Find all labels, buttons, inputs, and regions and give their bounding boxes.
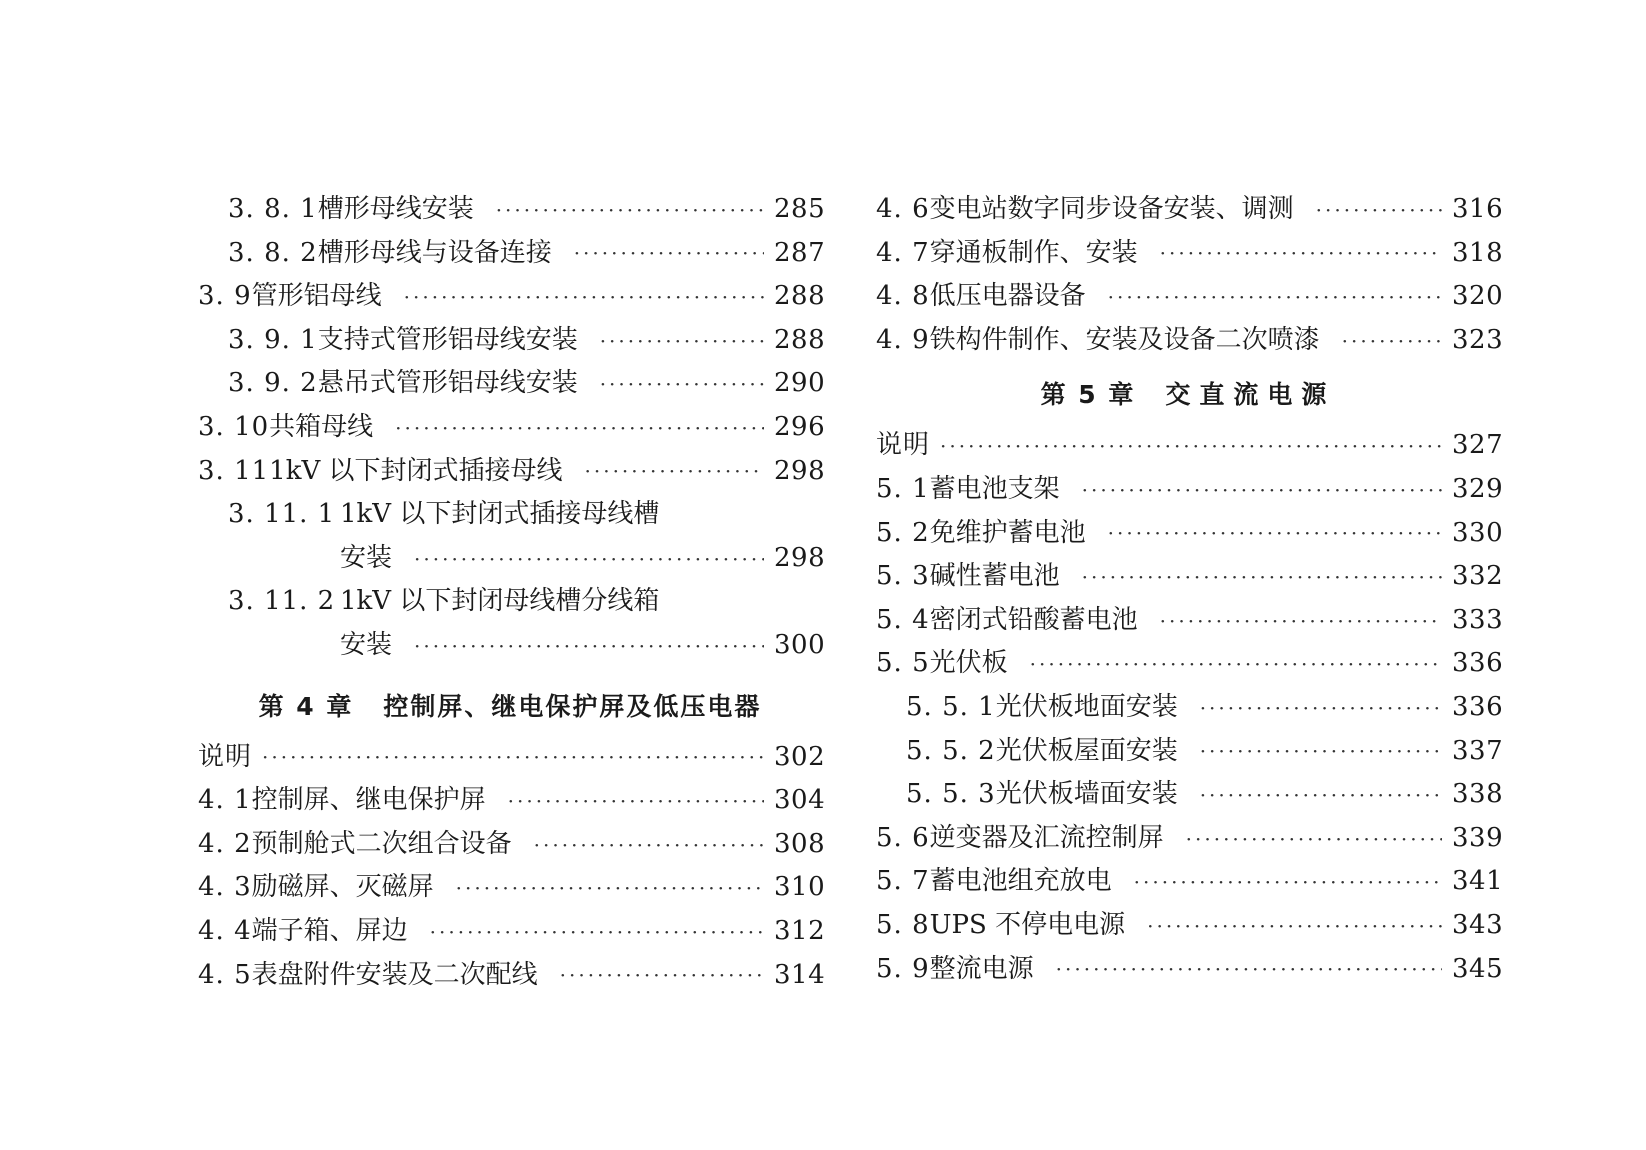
- dot-leader: [1200, 698, 1442, 718]
- entry-page: 290: [774, 368, 826, 399]
- dot-leader: [600, 331, 764, 351]
- entry-page: 333: [1452, 604, 1504, 635]
- dot-leader: [1342, 331, 1442, 351]
- entry-number: 3. 9: [198, 281, 252, 312]
- entry-title: 管形铝母线: [251, 281, 382, 312]
- entry-title: 光伏板墙面安装: [995, 779, 1178, 810]
- chapter-title: 交直流电源: [1165, 380, 1336, 410]
- entry-page: 332: [1452, 561, 1504, 592]
- chapter-heading[interactable]: [198, 674, 822, 736]
- entry-number: 3. 9. 2: [228, 368, 318, 399]
- dot-leader: [1108, 287, 1442, 307]
- entry-title: 槽形母线安装: [317, 194, 474, 224]
- toc-entry[interactable]: [198, 823, 826, 867]
- entry-title: 整流电源: [929, 953, 1034, 984]
- entry-title: 端子箱、屏边: [251, 915, 408, 946]
- dot-leader: [496, 200, 764, 220]
- entry-number: 说明: [876, 430, 931, 461]
- dot-leader: [508, 791, 764, 811]
- entry-number: 3. 11: [198, 455, 270, 486]
- chapter-number: 第 4 章: [258, 691, 354, 721]
- entry-title: 悬吊式管形铝母线安装: [317, 368, 578, 399]
- entry-page: 327: [1452, 430, 1504, 461]
- entry-title: 铁构件制作、安装及设备二次喷漆: [929, 324, 1320, 355]
- entry-title: 励磁屏、灭磁屏: [251, 872, 434, 903]
- dot-leader: [456, 878, 764, 898]
- entry-page: 285: [774, 194, 826, 224]
- entry-number: 5. 5. 3: [906, 779, 996, 810]
- entry-number: 5. 5. 2: [906, 735, 996, 766]
- dot-leader: [262, 747, 764, 767]
- entry-title: 槽形母线与设备连接: [317, 237, 552, 268]
- toc-entry[interactable]: [198, 493, 822, 537]
- entry-number: 说明: [198, 741, 253, 772]
- toc-entry[interactable]: [198, 232, 826, 276]
- toc-entry[interactable]: [876, 599, 1504, 643]
- dot-leader: [600, 374, 764, 394]
- entry-title: UPS 不停电电源: [929, 909, 1126, 940]
- dot-leader: [414, 636, 764, 656]
- entry-number: 4. 5: [198, 959, 252, 990]
- dot-leader: [1134, 872, 1442, 892]
- toc-entry[interactable]: [876, 512, 1504, 556]
- dot-leader: [1200, 785, 1442, 805]
- dot-leader: [404, 287, 764, 307]
- entry-page: 341: [1452, 866, 1504, 897]
- entry-page: 343: [1452, 909, 1504, 940]
- chapter-title: 控制屏、继电保护屏及低压电器: [383, 691, 762, 721]
- entry-page: 304: [774, 785, 826, 816]
- dot-leader: [574, 243, 764, 263]
- toc-entry[interactable]: [198, 406, 826, 450]
- entry-page: 336: [1452, 691, 1504, 722]
- toc-entry[interactable]: [876, 188, 1504, 232]
- toc-entry[interactable]: [876, 948, 1504, 992]
- toc-entry[interactable]: [876, 424, 1504, 468]
- entry-title: 光伏板地面安装: [995, 691, 1178, 722]
- entry-page: 300: [774, 629, 826, 660]
- dot-leader: [1056, 959, 1442, 979]
- entry-page: 323: [1452, 324, 1504, 355]
- entry-page: 330: [1452, 517, 1504, 548]
- entry-title: 穿通板制作、安装: [929, 237, 1138, 268]
- dot-leader: [1160, 611, 1442, 631]
- toc-entry[interactable]: [198, 319, 826, 363]
- toc-left-column: [198, 188, 826, 997]
- toc-entry[interactable]: [198, 736, 826, 780]
- entry-number: 3. 8. 1: [228, 194, 318, 224]
- entry-number: 5. 6: [876, 822, 930, 853]
- dot-leader: [940, 436, 1442, 456]
- entry-page: 296: [774, 411, 826, 442]
- entry-page: 314: [774, 959, 826, 990]
- entry-number: 5. 2: [876, 517, 930, 548]
- entry-number: 3. 9. 1: [228, 324, 318, 355]
- entry-number: 4. 8: [876, 281, 930, 312]
- entry-title: 控制屏、继电保护屏: [251, 785, 486, 816]
- toc-entry[interactable]: [876, 555, 1504, 599]
- dot-leader: [1147, 916, 1442, 936]
- toc-entry[interactable]: [198, 450, 826, 494]
- dot-leader: [1082, 567, 1442, 587]
- entry-page: 312: [774, 915, 826, 946]
- entry-number: 4. 1: [198, 785, 252, 816]
- entry-title: 碱性蓄电池: [929, 561, 1060, 592]
- dot-leader: [414, 549, 764, 569]
- entry-page: 345: [1452, 953, 1504, 984]
- entry-number: 3. 11. 2: [228, 586, 336, 617]
- entry-number: 4. 7: [876, 237, 930, 268]
- entry-number: 5. 9: [876, 953, 930, 984]
- entry-title: 1kV 以下封闭式插接母线: [269, 455, 563, 486]
- entry-page: 337: [1452, 735, 1504, 766]
- entry-number: 5. 5: [876, 648, 930, 679]
- entry-number: 5. 4: [876, 604, 930, 635]
- dot-leader: [430, 922, 764, 942]
- toc-entry[interactable]: [198, 954, 826, 998]
- entry-number: 3. 11. 1: [228, 499, 336, 530]
- toc-entry[interactable]: [876, 275, 1504, 319]
- toc-entry[interactable]: [876, 817, 1504, 861]
- entry-number: 4. 4: [198, 915, 252, 946]
- toc-entry[interactable]: [876, 773, 1504, 817]
- dot-leader: [1030, 654, 1442, 674]
- toc-entry[interactable]: [876, 904, 1504, 948]
- entry-title: 光伏板屋面安装: [995, 735, 1178, 766]
- dot-leader: [1200, 741, 1442, 761]
- toc-entry[interactable]: [876, 232, 1504, 276]
- entry-title-continuation: 安装: [340, 542, 393, 573]
- toc-entry[interactable]: [198, 910, 826, 954]
- entry-title: 变电站数字同步设备安装、调测: [929, 194, 1294, 224]
- entry-page: 338: [1452, 779, 1504, 810]
- dot-leader: [1316, 200, 1442, 220]
- toc-entry[interactable]: [198, 275, 826, 319]
- entry-title-continuation: 安装: [340, 629, 393, 660]
- entry-page: 329: [1452, 473, 1504, 504]
- toc-entry[interactable]: [876, 686, 1504, 730]
- entry-title: 免维护蓄电池: [929, 517, 1086, 548]
- toc-entry[interactable]: [876, 468, 1504, 512]
- toc-entry[interactable]: [198, 779, 826, 823]
- chapter-number: 第 5 章: [1040, 380, 1136, 410]
- entry-number: 5. 1: [876, 473, 930, 504]
- toc-entry[interactable]: [198, 580, 822, 624]
- entry-title: 表盘附件安装及二次配线: [251, 959, 538, 990]
- toc-entry[interactable]: [198, 362, 826, 406]
- dot-leader: [1108, 523, 1442, 543]
- entry-page: 336: [1452, 648, 1504, 679]
- entry-title: 光伏板: [929, 648, 1008, 679]
- entry-title: 预制舱式二次组合设备: [251, 828, 512, 859]
- entry-title: 共箱母线: [269, 411, 374, 442]
- entry-number: 4. 6: [876, 194, 930, 224]
- entry-title: 逆变器及汇流控制屏: [929, 822, 1164, 853]
- dot-leader: [534, 835, 764, 855]
- entry-page: 302: [774, 741, 826, 772]
- toc-entry-continuation[interactable]: [198, 624, 826, 668]
- dot-leader: [395, 418, 764, 438]
- toc-right-column: [876, 188, 1504, 991]
- dot-leader: [1082, 480, 1442, 500]
- entry-title: 1kV 以下封闭式插接母线槽: [340, 499, 660, 530]
- entry-number: 5. 3: [876, 561, 930, 592]
- toc-entry[interactable]: [198, 866, 826, 910]
- entry-page: 287: [774, 237, 826, 268]
- entry-title: 支持式管形铝母线安装: [317, 324, 578, 355]
- entry-number: 5. 7: [876, 866, 930, 897]
- entry-number: 4. 2: [198, 828, 252, 859]
- entry-title: 低压电器设备: [929, 281, 1086, 312]
- dot-leader: [560, 965, 764, 985]
- entry-title: 蓄电池组充放电: [929, 866, 1112, 897]
- entry-number: 3. 10: [198, 411, 270, 442]
- toc-entry-continuation[interactable]: [198, 537, 826, 581]
- entry-page: 298: [774, 542, 826, 573]
- toc-entry[interactable]: [876, 642, 1504, 686]
- entry-page: 298: [774, 455, 826, 486]
- entry-title: 密闭式铅酸蓄电池: [929, 604, 1138, 635]
- entry-page: 308: [774, 828, 826, 859]
- dot-leader: [1186, 829, 1442, 849]
- toc-entry[interactable]: [198, 188, 826, 232]
- entry-title: 蓄电池支架: [929, 473, 1060, 504]
- entry-number: 4. 3: [198, 872, 252, 903]
- entry-page: 288: [774, 281, 826, 312]
- entry-page: 318: [1452, 237, 1504, 268]
- toc-entry[interactable]: [876, 860, 1504, 904]
- chapter-heading[interactable]: [876, 362, 1500, 424]
- entry-number: 5. 8: [876, 909, 930, 940]
- entry-page: 288: [774, 324, 826, 355]
- entry-title: 1kV 以下封闭母线槽分线箱: [340, 586, 660, 617]
- entry-page: 316: [1452, 194, 1504, 224]
- entry-number: 3. 8. 2: [228, 237, 318, 268]
- entry-page: 339: [1452, 822, 1504, 853]
- entry-number: 4. 9: [876, 324, 930, 355]
- entry-page: 310: [774, 872, 826, 903]
- toc-entry[interactable]: [876, 730, 1504, 774]
- dot-leader: [1160, 243, 1442, 263]
- entry-page: 320: [1452, 281, 1504, 312]
- entry-number: 5. 5. 1: [906, 691, 996, 722]
- dot-leader: [585, 461, 765, 481]
- toc-entry[interactable]: [876, 319, 1504, 363]
